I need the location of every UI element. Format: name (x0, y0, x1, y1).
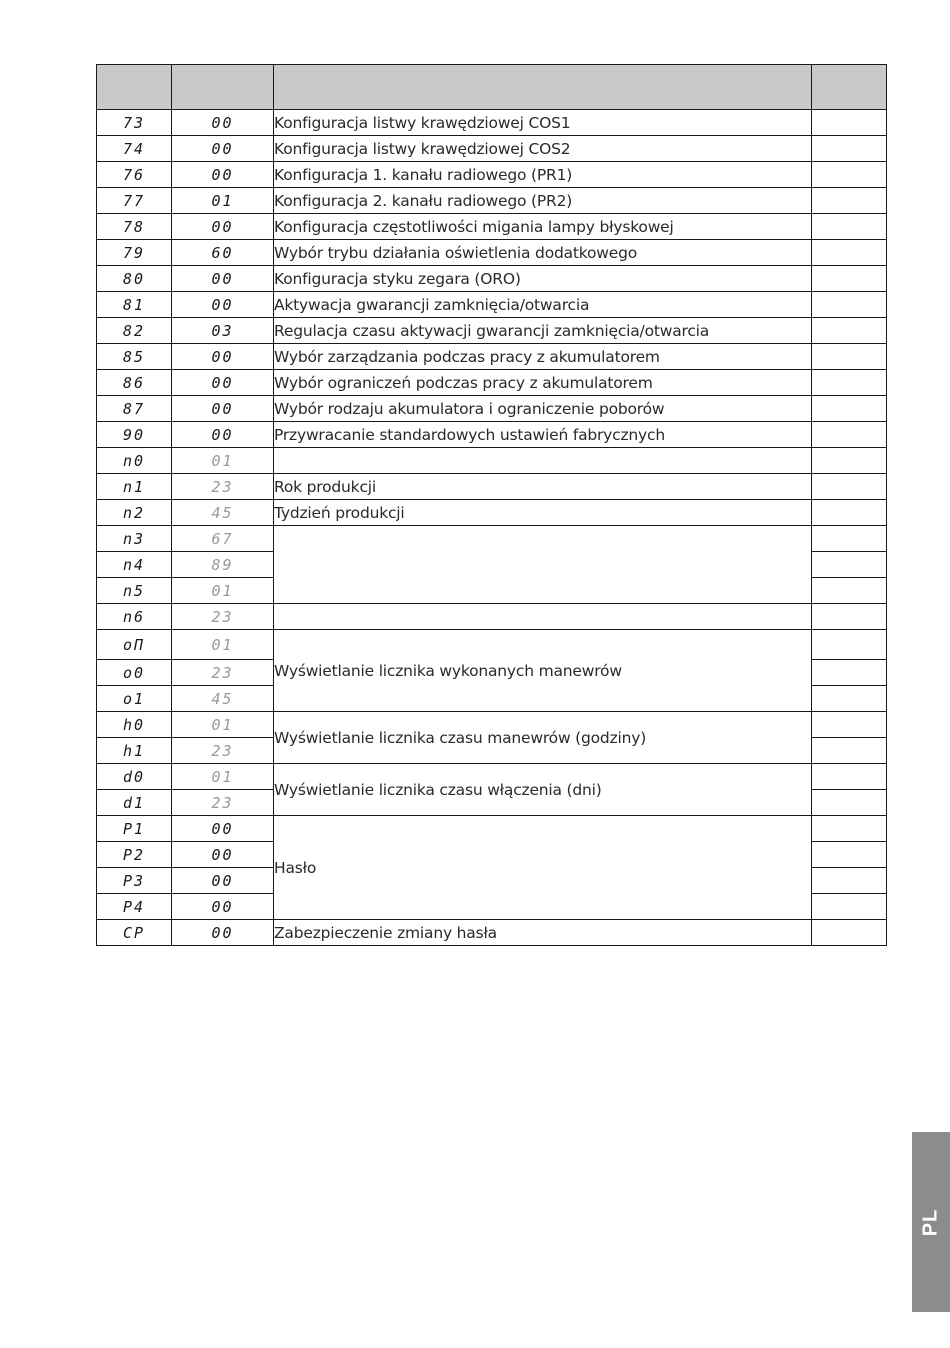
parameter-code: 85 (97, 344, 172, 370)
parameter-code: n1 (97, 474, 172, 500)
default-value: 23 (172, 660, 274, 686)
parameter-code: 80 (97, 266, 172, 292)
table-row (97, 604, 887, 630)
default-value: 60 (172, 240, 274, 266)
password-description: Hasło (274, 816, 812, 920)
table-row (97, 162, 887, 188)
table-row (97, 396, 887, 422)
parameter-code: 76 (97, 162, 172, 188)
user-setting-cell (812, 920, 887, 946)
parameter-code: 87 (97, 396, 172, 422)
default-value: 00 (172, 214, 274, 240)
maneuver-hours-description: Wyświetlanie licznika czasu manewrów (godziny) (274, 712, 812, 764)
parameter-code: 73 (97, 110, 172, 136)
parameter-description: Regulacja czasu aktywacji gwarancji zamknięcia/otwarcia (274, 318, 812, 344)
table-row (97, 136, 887, 162)
serial-number-description (274, 526, 812, 604)
header-cell-parameter (97, 65, 172, 110)
parameter-code: n3 (97, 526, 172, 552)
user-setting-cell (812, 578, 887, 604)
default-value: 00 (172, 110, 274, 136)
user-setting-cell (812, 110, 887, 136)
user-setting-cell (812, 686, 887, 712)
parameter-description (274, 448, 812, 474)
table-row (97, 526, 887, 552)
table-row (97, 448, 887, 474)
default-value: 00 (172, 396, 274, 422)
user-setting-cell (812, 552, 887, 578)
power-on-days-description: Wyświetlanie licznika czasu włączenia (dni) (274, 764, 812, 816)
user-setting-cell (812, 162, 887, 188)
default-value: 01 (172, 448, 274, 474)
parameter-code: CP (97, 920, 172, 946)
parameter-code: 79 (97, 240, 172, 266)
user-setting-cell (812, 894, 887, 920)
user-setting-cell (812, 292, 887, 318)
user-setting-cell (812, 660, 887, 686)
table-row (97, 214, 887, 240)
table-row (97, 920, 887, 946)
default-value: 23 (172, 474, 274, 500)
user-setting-cell (812, 344, 887, 370)
default-value: 00 (172, 344, 274, 370)
parameter-code: n5 (97, 578, 172, 604)
default-value: 89 (172, 552, 274, 578)
parameter-code: o1 (97, 686, 172, 712)
user-setting-cell (812, 188, 887, 214)
default-value: 01 (172, 712, 274, 738)
user-setting-cell (812, 396, 887, 422)
user-setting-cell (812, 136, 887, 162)
user-setting-cell (812, 712, 887, 738)
table-row (97, 712, 887, 738)
parameter-code: P3 (97, 868, 172, 894)
parameter-code: h1 (97, 738, 172, 764)
parameter-description: Konfiguracja 1. kanału radiowego (PR1) (274, 162, 812, 188)
table-row (97, 630, 887, 660)
parameter-code: d0 (97, 764, 172, 790)
user-setting-cell (812, 790, 887, 816)
parameter-description: Konfiguracja częstotliwości migania lampy błyskowej (274, 214, 812, 240)
parameter-code: 78 (97, 214, 172, 240)
default-value: 01 (172, 188, 274, 214)
parameter-description: Wybór rodzaju akumulatora i ograniczenie poborów (274, 396, 812, 422)
table-row (97, 292, 887, 318)
user-setting-cell (812, 266, 887, 292)
parameter-code: 81 (97, 292, 172, 318)
user-setting-cell (812, 842, 887, 868)
parameter-description (274, 604, 812, 630)
parameter-code: o0 (97, 660, 172, 686)
default-value: 45 (172, 686, 274, 712)
user-setting-cell (812, 240, 887, 266)
header-cell-default (172, 65, 274, 110)
user-setting-cell (812, 738, 887, 764)
default-value: 00 (172, 842, 274, 868)
parameter-description: Aktywacja gwarancji zamknięcia/otwarcia (274, 292, 812, 318)
default-value: 23 (172, 738, 274, 764)
parameter-code: oП (97, 630, 172, 660)
parameter-code: n4 (97, 552, 172, 578)
parameters-table (96, 64, 887, 946)
parameter-code: 74 (97, 136, 172, 162)
parameter-code: 86 (97, 370, 172, 396)
user-setting-cell (812, 604, 887, 630)
header-cell-user-setting (812, 65, 887, 110)
table-row (97, 500, 887, 526)
parameter-description: Wybór ograniczeń podczas pracy z akumulatorem (274, 370, 812, 396)
parameter-code: h0 (97, 712, 172, 738)
parameter-code: n0 (97, 448, 172, 474)
parameter-code: P4 (97, 894, 172, 920)
parameter-code: 90 (97, 422, 172, 448)
user-setting-cell (812, 526, 887, 552)
table-row (97, 344, 887, 370)
user-setting-cell (812, 816, 887, 842)
default-value: 45 (172, 500, 274, 526)
user-setting-cell (812, 868, 887, 894)
parameter-code: 77 (97, 188, 172, 214)
table-row (97, 266, 887, 292)
parameter-code: n2 (97, 500, 172, 526)
default-value: 01 (172, 578, 274, 604)
user-setting-cell (812, 448, 887, 474)
user-setting-cell (812, 422, 887, 448)
parameter-code: P2 (97, 842, 172, 868)
default-value: 00 (172, 816, 274, 842)
parameter-description: Wybór trybu działania oświetlenia dodatkowego (274, 240, 812, 266)
table-row (97, 110, 887, 136)
default-value: 00 (172, 894, 274, 920)
user-setting-cell (812, 318, 887, 344)
parameter-code: P1 (97, 816, 172, 842)
table-row (97, 764, 887, 790)
parameter-description: Wybór zarządzania podczas pracy z akumulatorem (274, 344, 812, 370)
maneuver-counter-description: Wyświetlanie licznika wykonanych manewrów (274, 630, 812, 712)
language-tab-label: PL (919, 1208, 942, 1236)
user-setting-cell (812, 630, 887, 660)
parameter-description: Konfiguracja 2. kanału radiowego (PR2) (274, 188, 812, 214)
user-setting-cell (812, 214, 887, 240)
header-cell-description (274, 65, 812, 110)
parameter-code: d1 (97, 790, 172, 816)
default-value: 23 (172, 790, 274, 816)
default-value: 01 (172, 630, 274, 660)
default-value: 00 (172, 266, 274, 292)
table-row (97, 240, 887, 266)
parameter-description: Przywracanie standardowych ustawień fabrycznych (274, 422, 812, 448)
default-value: 00 (172, 136, 274, 162)
default-value: 00 (172, 292, 274, 318)
default-value: 01 (172, 764, 274, 790)
table-row (97, 318, 887, 344)
default-value: 00 (172, 868, 274, 894)
default-value: 00 (172, 370, 274, 396)
table-header-row (97, 65, 887, 110)
parameter-description: Tydzień produkcji (274, 500, 812, 526)
language-tab (912, 1132, 950, 1312)
user-setting-cell (812, 474, 887, 500)
default-value: 23 (172, 604, 274, 630)
default-value: 00 (172, 422, 274, 448)
parameter-description: Konfiguracja listwy krawędziowej COS2 (274, 136, 812, 162)
table-row (97, 188, 887, 214)
parameter-description: Konfiguracja styku zegara (ORO) (274, 266, 812, 292)
default-value: 67 (172, 526, 274, 552)
user-setting-cell (812, 764, 887, 790)
user-setting-cell (812, 370, 887, 396)
parameter-code: n6 (97, 604, 172, 630)
table-row (97, 370, 887, 396)
table-row (97, 816, 887, 842)
parameter-code: 82 (97, 318, 172, 344)
default-value: 00 (172, 920, 274, 946)
table-row (97, 422, 887, 448)
parameter-description: Zabezpieczenie zmiany hasła (274, 920, 812, 946)
default-value: 00 (172, 162, 274, 188)
parameter-description: Konfiguracja listwy krawędziowej COS1 (274, 110, 812, 136)
default-value: 03 (172, 318, 274, 344)
table-row (97, 474, 887, 500)
parameter-description: Rok produkcji (274, 474, 812, 500)
user-setting-cell (812, 500, 887, 526)
